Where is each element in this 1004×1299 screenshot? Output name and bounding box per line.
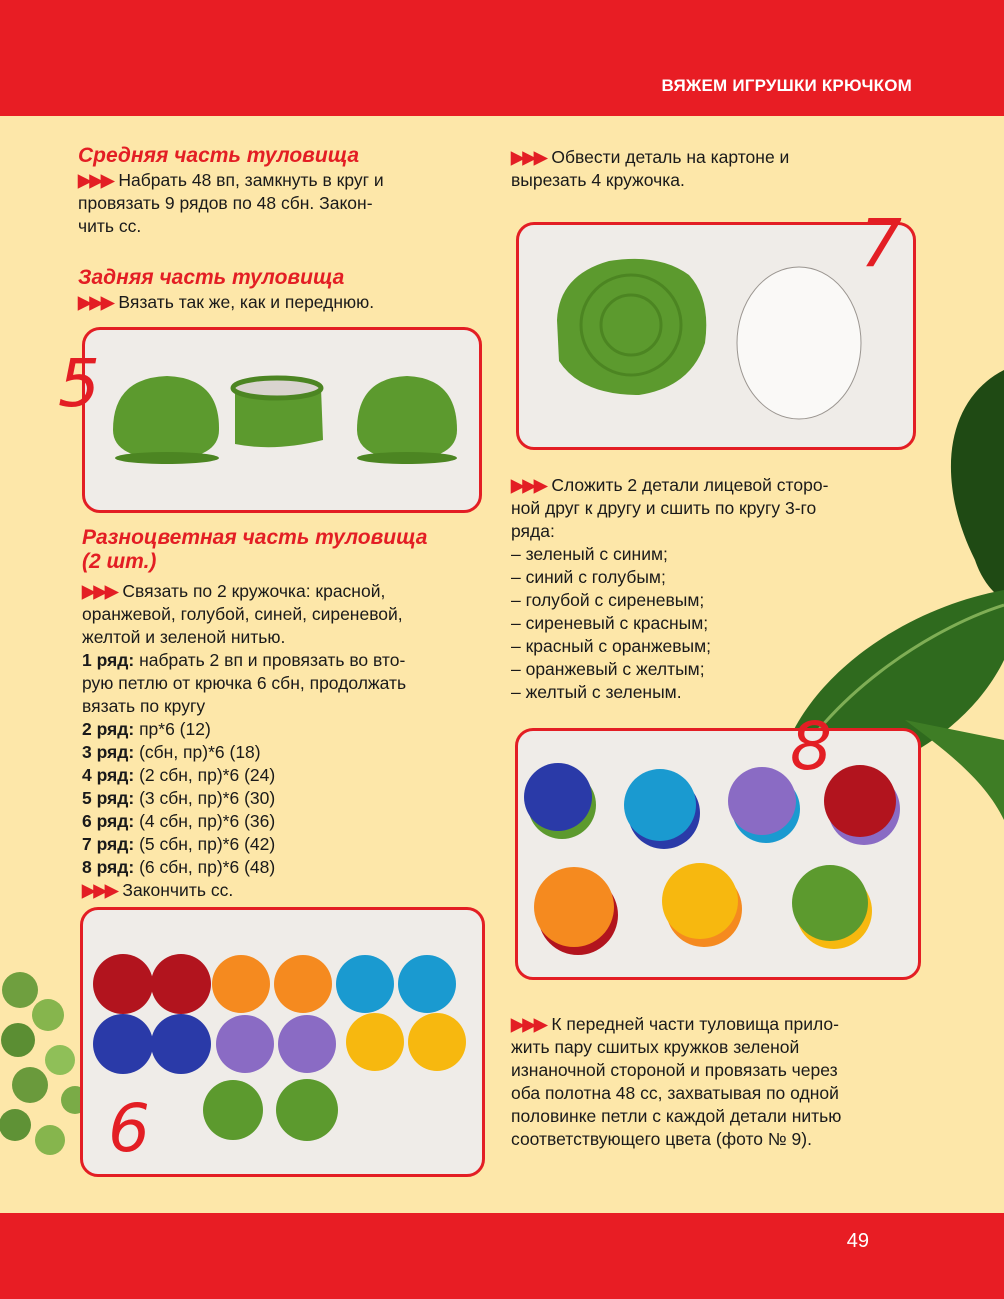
back-part-heading: Задняя часть туловища xyxy=(78,266,345,289)
page-number: 49 xyxy=(846,1230,869,1252)
arrow-marker-icon: ▶▶▶ xyxy=(511,1014,546,1034)
photo-5-body-parts xyxy=(82,327,482,513)
arrow-marker-icon: ▶▶▶ xyxy=(78,170,113,190)
arrow-marker-icon: ▶▶▶ xyxy=(82,581,117,601)
photo-7-circle-cardboard xyxy=(516,222,916,450)
photo-number-5: 5 xyxy=(58,345,100,422)
photo-number-6: 6 xyxy=(108,1090,150,1167)
multicolor-part-heading: Разноцветная часть туловища (2 шт.) xyxy=(82,526,428,573)
sew-text: ▶▶▶ Сложить 2 детали лицевой сторо- ной друг к другу и сшить по кругу 3-го ряда: – зеленый с синим; – синий с голубым; – голубой с сиреневым; – сиреневый с красным; – красный с оранжевым; – оранжевый с желтым; – желтый с зеленым. xyxy=(511,475,829,702)
photo-number-7: 7 xyxy=(860,205,902,282)
attach-text: ▶▶▶ К передней части туловища прило- жить пару сшитых кружков зеленой изнаночной стороной и провязать через оба полотна 48 сс, захватывая по одной половинке петли с каждой детали нитью соответствующего цвета (фото № 9). xyxy=(511,1014,842,1149)
multicolor-part-text: ▶▶▶ Связать по 2 кружочка: красной, оранжевой, голубой, синей, сиреневой, желтой и зеленой нитью. 1 ряд: набрать 2 вп и провязать во вто- рую петлю от крючка 6 сбн, продолжать вязать по кругу 2 ряд: пр*6 (12) 3 ряд: (сбн, пр)*6 (18) 4 ряд: (2 сбн, пр)*6 (24) 5 ряд: (3 сбн, пр)*6 (30) 6 ряд: (4 сбн, пр)*6 (36) 7 ряд: (5 сбн, пр)*6 (42) 8 ряд: (6 сбн, пр)*6 (48) ▶▶▶ Закончить сс. xyxy=(82,581,407,900)
arrow-marker-icon: ▶▶▶ xyxy=(511,147,546,167)
arrow-marker-icon: ▶▶▶ xyxy=(82,880,117,900)
back-part-text: ▶▶▶ Вязать так же, как и переднюю. xyxy=(78,292,375,312)
arrow-marker-icon: ▶▶▶ xyxy=(511,475,546,495)
arrow-marker-icon: ▶▶▶ xyxy=(78,292,113,312)
header-title: ВЯЖЕМ ИГРУШКИ КРЮЧКОМ xyxy=(661,76,912,95)
footer-band xyxy=(0,1213,1004,1299)
middle-part-text: ▶▶▶ Набрать 48 вп, замкнуть в круг и провязать 9 рядов по 48 сбн. Закон- чить сс. xyxy=(78,170,384,236)
photo-number-8: 8 xyxy=(790,708,832,785)
photo-8-sewn-pairs xyxy=(515,728,921,980)
header-band xyxy=(0,0,1004,116)
trace-text: ▶▶▶ Обвести деталь на картоне и вырезать 4 кружочка. xyxy=(511,147,790,190)
middle-part-heading: Средняя часть туловища xyxy=(78,144,360,167)
